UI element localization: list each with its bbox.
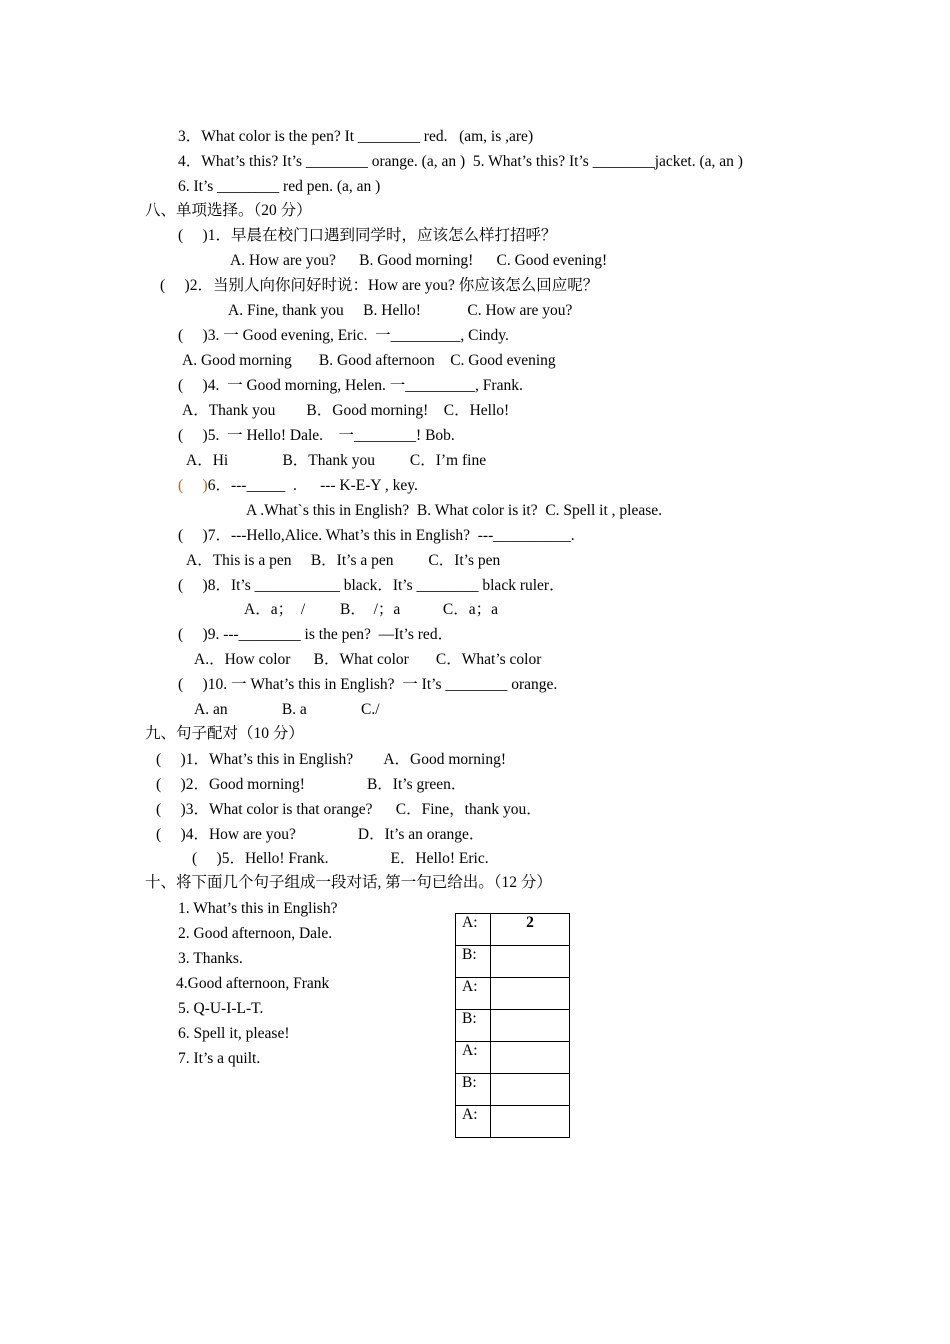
section10-title: 十、将下面几个句子组成一段对话, 第一句已给出。（12 分） <box>145 874 552 891</box>
dialog-sentence-4: 4.Good afternoon, Frank <box>176 975 330 992</box>
q5-question: ( )5. 一 Hello! Dale. 一________! Bob. <box>178 427 455 444</box>
match-row-3: ( )3．What color is that orange? C．Fine，thank you． <box>156 801 542 818</box>
q9-question: ( )9. ---________ is the pen? —It’s red． <box>178 626 454 643</box>
q10-question: ( )10. 一 What’s this in English? 一 It’s ________ orange. <box>178 676 558 693</box>
q1-options: A. How are you? B. Good morning! C. Good evening! <box>230 252 608 269</box>
dialog-answer-table <box>455 913 570 1138</box>
dialog-row <box>456 1042 570 1074</box>
speaker-label: B: <box>456 1074 491 1106</box>
q2-question: ( )2．当别人向你问好时说：How are you? 你应该怎么回应呢？ <box>160 277 599 294</box>
speaker-label: B: <box>456 1010 491 1042</box>
match-row-4: ( )4．How are you? D．It’s an orange． <box>156 826 485 843</box>
q8-options: A．a； / B． /；a C．a；a <box>244 601 499 618</box>
dialog-row <box>456 1010 570 1042</box>
dialog-row <box>456 1074 570 1106</box>
q6-question <box>178 476 418 496</box>
section8-title: 八、单项选择。（20 分） <box>145 202 312 219</box>
q8-question: ( )8．It’s ___________ black．It’s ________ black ruler． <box>178 577 565 594</box>
q2-options: A. Fine, thank you B. Hello! C. How are you? <box>228 302 573 319</box>
dialog-row <box>456 946 570 978</box>
q7-question: ( )7．---Hello,Alice. What’s this in English? ---__________. <box>178 527 575 544</box>
speaker-label: A: <box>456 1106 491 1138</box>
dialog-row <box>456 914 570 946</box>
dialog-sentence-2: 2. Good afternoon, Dale. <box>178 925 333 942</box>
answer-cell[interactable] <box>491 1010 570 1042</box>
dialog-sentence-5: 5. Q-U-I-L-T. <box>178 1000 264 1017</box>
fill-line-6: 6. It’s ________ red pen. (a, an ) <box>178 178 381 195</box>
answer-cell[interactable] <box>491 1106 570 1138</box>
fill-line-3: 3．What color is the pen? It ________ red. (am, is ,are) <box>178 128 534 145</box>
speaker-label: A: <box>456 914 491 946</box>
dialog-row <box>456 978 570 1010</box>
section9-title: 九、句子配对（10 分） <box>145 725 304 742</box>
match-row-5: ( )5．Hello! Frank. E．Hello! Eric. <box>192 850 489 867</box>
dialog-sentence-6: 6. Spell it, please! <box>178 1025 290 1042</box>
q4-question: ( )4. 一 Good morning, Helen. 一_________, Frank. <box>178 377 523 394</box>
q10-options: A. an B. a C./ <box>194 701 380 718</box>
speaker-label: A: <box>456 978 491 1010</box>
fill-line-4-5: 4．What’s this? It’s ________ orange. (a, an ) 5. What’s this? It’s ________jacket. (a, an ) <box>178 153 743 170</box>
dialog-sentence-3: 3. Thanks. <box>178 950 243 967</box>
answer-cell[interactable]: 2 <box>491 914 570 946</box>
match-row-2: ( )2．Good morning! B．It’s green． <box>156 776 467 793</box>
q6-text: 6．---_____ . --- K-E-Y , key. <box>207 477 418 494</box>
q6-answer-paren: ( ) <box>178 477 208 494</box>
q7-options: A．This is a pen B．It’s a pen C．It’s pen <box>186 552 501 569</box>
q5-options: A．Hi B．Thank you C．I’m fine <box>186 452 487 469</box>
dialog-row <box>456 1106 570 1138</box>
speaker-label: A: <box>456 1042 491 1074</box>
q9-options: A.．How color B．What color C．What’s color <box>194 651 542 668</box>
answer-cell[interactable] <box>491 1074 570 1106</box>
q4-options: A．Thank you B．Good morning! C．Hello! <box>182 402 510 419</box>
speaker-label: B: <box>456 946 491 978</box>
q1-question: ( )1．早晨在校门口遇到同学时，应该怎么样打招呼？ <box>178 227 557 244</box>
q3-options: A. Good morning B. Good afternoon C. Good evening <box>182 352 556 369</box>
answer-cell[interactable] <box>491 1042 570 1074</box>
q3-question: ( )3. 一 Good evening, Eric. 一_________, Cindy. <box>178 327 509 344</box>
match-row-1: ( )1．What’s this in English? A．Good morning! <box>156 751 507 768</box>
dialog-sentence-1: 1. What’s this in English? <box>178 900 338 917</box>
answer-cell[interactable] <box>491 978 570 1010</box>
q6-options: A .What`s this in English? B. What color is it? C. Spell it , please. <box>246 502 663 519</box>
dialog-sentence-7: 7. It’s a quilt. <box>178 1050 261 1067</box>
answer-cell[interactable] <box>491 946 570 978</box>
